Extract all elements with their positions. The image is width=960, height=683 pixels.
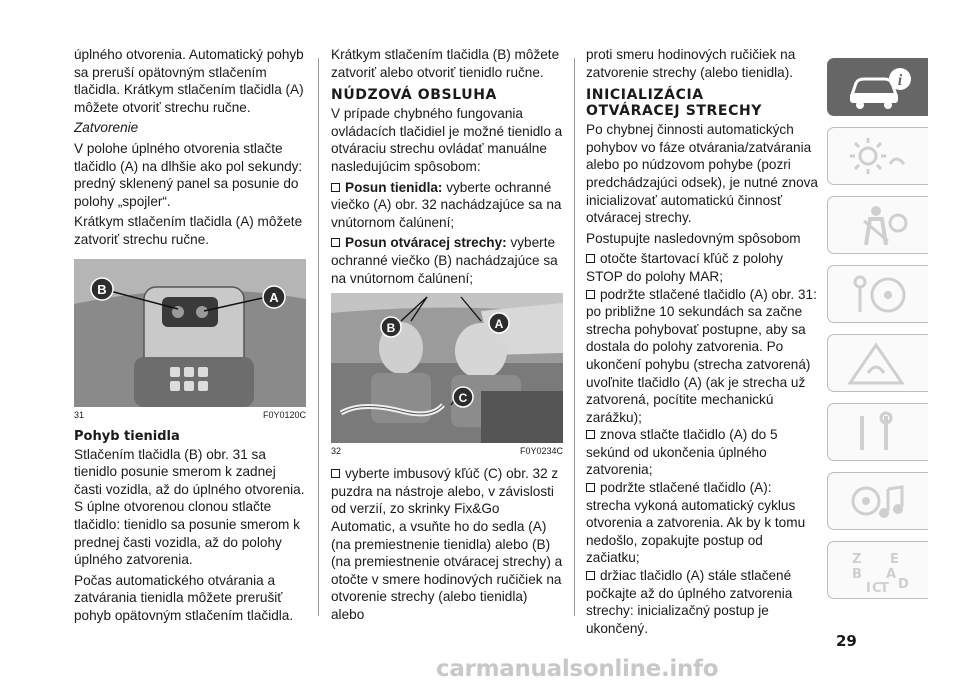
paragraph: Krátkym stlačením tlačidla (B) môžete zatvoriť alebo otvoriť tienidlo ručne. [331,47,560,80]
paragraph: Postupujte nasledovným spôsobom [586,230,801,246]
figure-caption [74,409,306,421]
figure-number: 31 [74,409,85,420]
heading-roof-initialization: INICIALIZÁCIA OTVÁRACEJ STRECHY [586,87,763,120]
figure-code: F0Y0234C [519,446,563,457]
figure-label-c: C [458,391,468,406]
tab-multimedia[interactable] [827,472,928,530]
index-letters-icon [846,548,912,594]
heading-shade-movement: Pohyb tienidla [74,428,180,444]
subheading-closing: Zatvorenie [74,120,139,136]
watermark: carmanualsonline.info [436,656,719,682]
warning-triangle-icon [846,341,912,387]
svg-text:Z: Z [852,552,862,567]
paragraph: Po chybnej činnosti automatických pohybov vo fáze otvárania/zatvárania alebo po núdzovom pohybe (pozri predchádzajúci odsek), je nutné znova inicializovať automatickú činnosť otváracej strechy. [586,122,818,226]
svg-text:C: C [872,581,882,594]
svg-text:D: D [898,577,909,592]
figure-label-a: A [494,317,504,332]
bullet-item: vyberte imbusový kľúč (C) obr. 32 z puzdra na nástroje alebo, v závislosti od verzií, zo skrinky Fix&Go Automatic, a vsuňte ho do sedla (A) (na premiestnenie tienidla) alebo (B) (na premiestnenie otváracej strechy) a otočte v smere hodinových ručičiek na otvorenie strechy (alebo tienidla) alebo [331,466,563,622]
figure-32-interior [331,293,563,443]
wrench-tools-icon [846,410,912,456]
svg-text:B: B [852,567,862,582]
column-right [586,46,818,637]
figure-caption [331,445,563,457]
checkbox-bullet-icon [586,254,595,263]
checkbox-bullet-icon [586,430,595,439]
checkbox-bullet-icon [586,483,595,492]
svg-text:E: E [890,552,899,567]
svg-text:A: A [886,567,897,582]
step-item: znova stlačte tlačidlo (A) do 5 sekúnd od ukončenia úplného zatvorenia; [586,427,778,478]
paragraph: V polohe úplného otvorenia stlačte tlačidlo (A) na dlhšie ako pol sekundy: predný sklenený panel sa posunie do polohy „spojler“. [74,140,303,209]
column-left [74,46,306,627]
svg-text:i: i [897,72,903,89]
figure-label-b: B [386,321,396,336]
column-middle [331,46,563,626]
tab-index[interactable] [827,541,928,599]
car-info-icon [846,65,912,111]
figure-code: F0Y0120C [262,409,306,420]
bullet-item: Posun tienidla: vyberte ochranné viečko (A) obr. 32 nachádzajúce sa na vnútornom čalúnení; [331,179,562,230]
checkbox-bullet-icon [586,571,595,580]
tab-dashboard-lights[interactable] [827,127,928,185]
tab-seatbelt-airbag[interactable] [827,196,928,254]
checkbox-bullet-icon [331,183,340,192]
paragraph: úplného otvorenia. Automatický pohyb sa preruší opätovným stlačením tlačidla. Krátkym stlačením tlačidla (A) môžete otvoriť strechu ručne. [74,47,304,115]
tab-steering-key[interactable] [827,265,928,323]
figure-label-a: A [269,289,279,305]
step-item: podržte stlačené tlačidlo (A) obr. 31: po približne 10 sekundách sa začne strecha pohybovať postupne, aby sa dostala do polohy zatvorenia. Po ukončení pohybu (strecha zatvorená) uvoľnite tlačidlo (A) (ak je strecha už zatvorená, pocítite mechanickú zarážku); [586,286,817,425]
tab-car-info[interactable] [827,58,928,116]
step-item: držiac tlačidlo (A) stále stlačené počkajte až do úplného zatvorenia strechy: inicializačný postup je ukončený. [586,568,793,636]
checkbox-bullet-icon [331,238,340,247]
paragraph: Počas automatického otvárania a zatvárania tienidla môžete prerušiť pohyb opätovným stlačením tlačidla. [74,572,294,623]
checkbox-bullet-icon [586,290,595,299]
column-divider [574,58,575,616]
svg-text:T: T [880,581,889,594]
svg-text:I: I [866,581,871,594]
page-number: 29 [836,632,857,650]
paragraph: V prípade chybného fungovania ovládacích tlačidiel je možné tienidlo a otváraciu strechu ovládať manuálne nasledujúcim spôsobom: [331,106,563,174]
paragraph: proti smeru hodinových ručičiek na zatvorenie strechy (alebo tienidla). [586,47,796,80]
dashboard-lights-icon [846,134,912,180]
paragraph: Stlačením tlačidla (B) obr. 31 sa tienidlo posunie smerom k zadnej časti vozidla, až do úplného otvorenia. S úplne otvorenou clonou stlačte tlačidlo: tienidlo sa posunie smerom k prednej časti vozidla, až do polohy úplného zatvorenia. [74,446,305,568]
multimedia-icon [846,479,912,525]
seatbelt-airbag-icon [846,203,912,249]
figure-label-b: B [97,281,107,297]
heading-emergency-operation: NÚDZOVÁ OBSLUHA [331,87,497,104]
figure-31-roof-buttons [74,259,306,407]
steering-key-icon [846,272,912,318]
figure-number: 32 [331,446,342,457]
step-item: podržte stlačené tlačidlo (A): strecha vykoná automatický cyklus otvorenia a zatvorenia. Ak by k tomu nedošlo, zopakujte postup od začiatku; [586,480,806,566]
bullet-item: Posun otváracej strechy: vyberte ochranné viečko (B) nachádzajúce sa na vnútornom čalúnení; [331,235,558,286]
checkbox-bullet-icon [331,469,340,478]
paragraph: Krátkym stlačením tlačidla (A) môžete zatvoriť strechu ručne. [74,214,303,247]
column-divider [318,58,319,616]
tab-warning[interactable] [827,334,928,392]
tab-maintenance[interactable] [827,403,928,461]
step-item: otočte štartovací kľúč z polohy STOP do polohy MAR; [586,251,784,284]
